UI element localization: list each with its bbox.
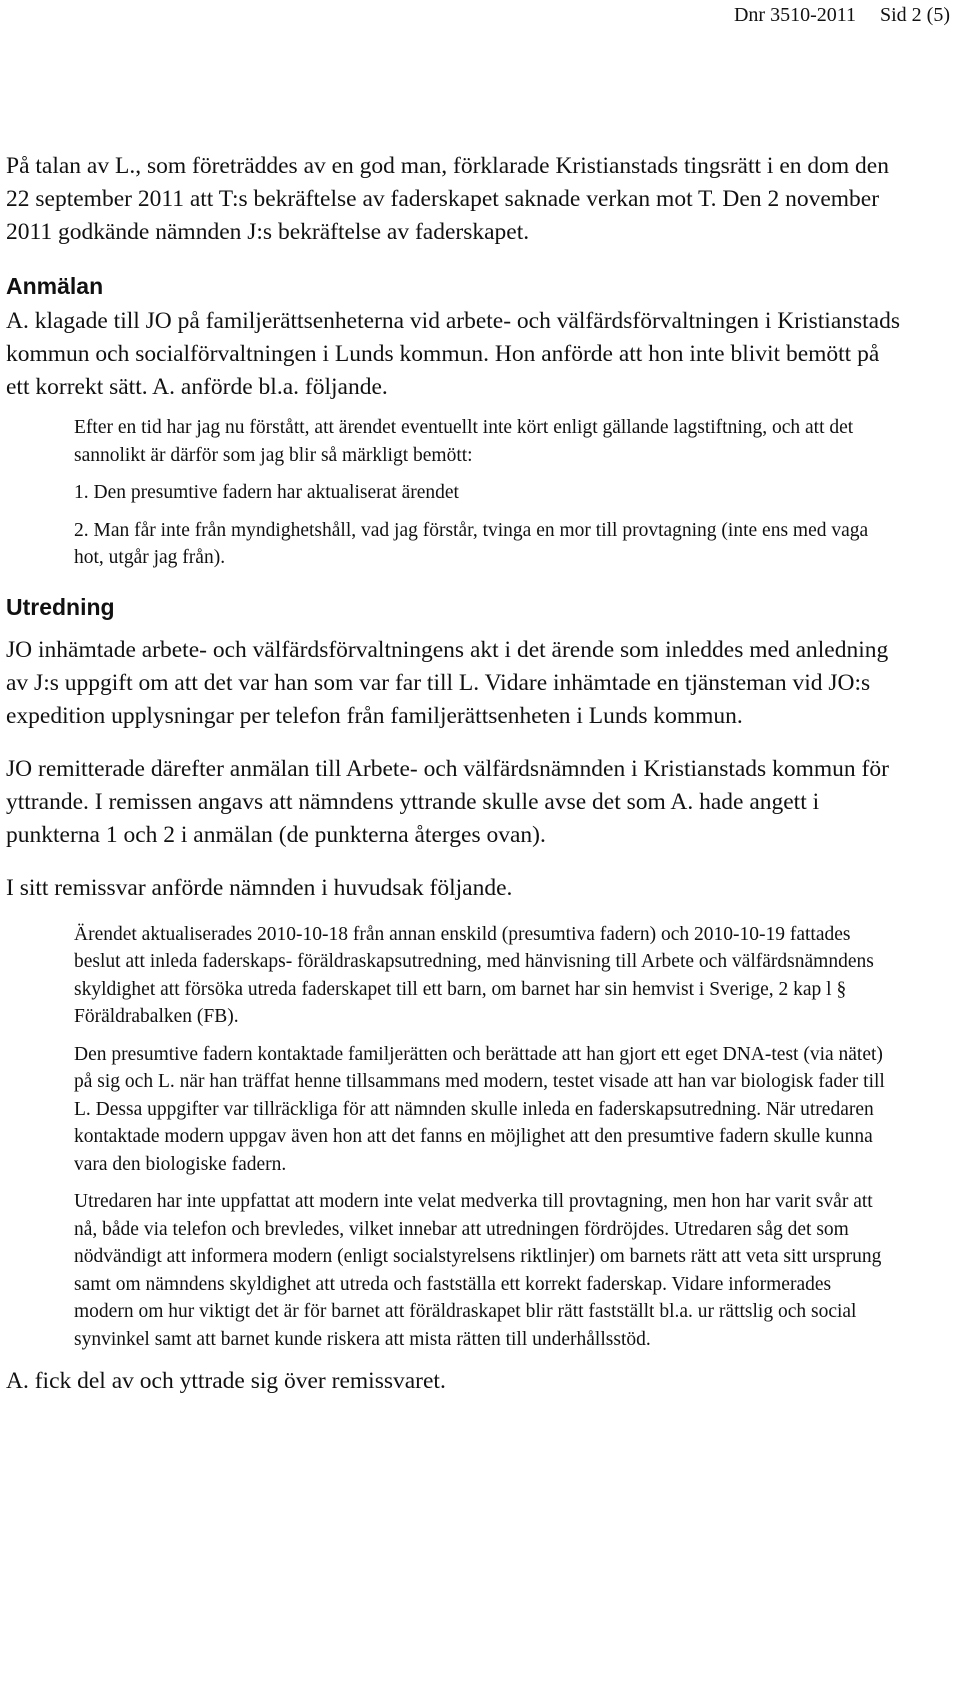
utredning-paragraph: JO inhämtade arbete- och välfärdsförvaltningens akt i det ärende som inleddes med anledning av J:s uppgift om att det var han som var far till L. Vidare inhämtade en tjänsteman vid JO:s expedition upplysningar per telefon från familjerättsenheten i Lunds kommun. <box>6 636 889 729</box>
quote-list-item: 1. Den presumtive fadern har aktualiserat ärendet <box>74 482 459 503</box>
quote-paragraph: Den presumtive fadern kontaktade familjerätten och berättade att han gjort ett eget DNA-test (via nätet) på sig och L. när han träffat henne tillsammans med modern, testet visade att han var biologisk fader till L. Dessa uppgifter var tillräckliga för att nämnden skulle inleda en faderskapsutredning. När utredaren kontaktade modern uppgav även hon att det fanns en möjlighet att den presumtive fadern skulle kunna vara den biologiske fadern. <box>74 1043 885 1175</box>
page-number: Sid 2 (5) <box>880 4 950 26</box>
document-body <box>6 150 901 1398</box>
closing-paragraph: A. fick del av och yttrade sig över remissvaret. <box>6 1368 446 1394</box>
intro-paragraph: På talan av L., som företräddes av en god man, förklarade Kristianstads tingsrätt i en dom den 22 september 2011 att T:s bekräftelse av faderskapet saknade verkan mot T. Den 2 november 2011 godkände nämnden J:s bekräftelse av faderskapet. <box>6 153 889 245</box>
heading-anmalan: Anmälan <box>6 273 104 299</box>
remissvar-quote <box>6 921 901 1354</box>
utredning-paragraph: I sitt remissvar anförde nämnden i huvudsak följande. <box>6 874 513 901</box>
utredning-paragraph: JO remitterade därefter anmälan till Arbete- och välfärdsnämnden i Kristianstads kommun för yttrande. I remissen angavs att nämndens yttrande skulle avse det som A. hade angett i punkterna 1 och 2 i anmälan (de punkterna återges ovan). <box>6 755 889 848</box>
quote-paragraph: Ärendet aktualiserades 2010-10-18 från annan enskild (presumtiva fadern) och 2010-10-19 fattades beslut att inleda faderskaps- föräldraskapsutredning, med hänvisning till Arbete och välfärdsnämndens skyldighet att försöka utreda faderskapet till ett barn, om barnet har sin hemvist i Sverige, 2 kap l § Föräldrabalken (FB). <box>74 923 874 1027</box>
heading-utredning: Utredning <box>6 593 115 620</box>
quote-paragraph: Efter en tid har jag nu förstått, att ärendet eventuellt inte kört enligt gällande lagstiftning, och att det sannolikt är därför som jag blir så märkligt bemött: <box>74 417 854 466</box>
anmalan-quote <box>6 414 901 572</box>
page-header <box>734 2 950 28</box>
anmalan-paragraph: A. klagade till JO på familjerättsenheterna vid arbete- och välfärdsförvaltningen i Kristianstads kommun och socialförvaltningen i Lunds kommun. Hon anförde att hon inte blivit bemött på ett korrekt sätt. A. anförde bl.a. följande. <box>6 308 900 400</box>
document-number: Dnr 3510-2011 <box>733 4 856 26</box>
quote-paragraph: Utredaren har inte uppfattat att modern inte velat medverka till provtagning, men hon har varit svår att nå, både via telefon och brevledes, vilket innebar att utredningen fördröjdes. Utredaren såg det som nödvändigt att informera modern (enligt socialstyrelsens riktlinjer) om barnets rätt att veta sitt ursprung samt om nämndens skyldighet att utreda och fastställa ett korrekt faderskap. Vidare informerades modern om hur viktigt det är för barnet att föräldraskapet blir rätt fastställt bl.a. ur rättslig och social synvinkel samt att barnet kunde riskera att mista rätten till underhållsstöd. <box>74 1191 882 1350</box>
quote-list-item: 2. Man får inte från myndighetshåll, vad jag förstår, tvinga en mor till provtagning (inte ens med vaga hot, utgår jag från). <box>74 519 869 568</box>
